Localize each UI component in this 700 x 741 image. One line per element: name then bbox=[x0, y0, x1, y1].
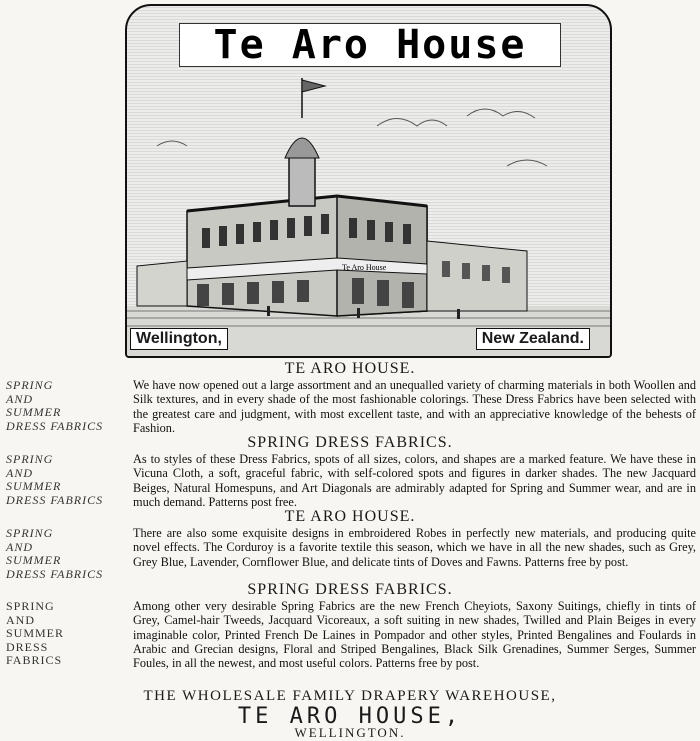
section-heading-2: SPRING DRESS FABRICS. bbox=[247, 434, 453, 451]
caption-left: Wellington, bbox=[130, 328, 228, 350]
side-label-word: AND bbox=[6, 465, 33, 480]
side-label-2 bbox=[6, 453, 131, 507]
section-text-2: As to styles of these Dress Fabrics, spots of all sizes, colors, and shapes are a marked feature. We have these in Vicuna Cloth, a soft, graceful fabric, with self-colored spots and figures in darker shades. The new Jacquard Beiges, Natural Homespuns, and Art Diagonals are admirably adapted for Spring and Summer wear, and are in much demand. Patterns post free. bbox=[133, 452, 696, 509]
section-text-4: Among other very desirable Spring Fabrics are the new French Cheyiots, Saxony Suitings, chiefly in tints of Grey, Camel-hair Tweeds, Jacquard Vicoreaux, a soft suiting in new shades, Twilled and Plain Beiges in every imaginable color, Printed French De Laines in Pompador and other styles, Printed Bengalines and Foulards in Arabic and Grecian designs, Floral and Striped Bengalines, Black Silk Grenadines, Summer Serges, Summer Foules, in all the newest, and most useful colors. Patterns free by post. bbox=[133, 599, 696, 671]
section-text-3: There are also some exquisite designs in embroidered Robes in perfectly new materials, and producing quite novel effects. The Corduroy is a favorite textile this season, which we have in all the new shades, such as Grey, Grey Blue, Lavender, Cornflower Blue, and delicate tints of Doves and Fawns. Patterns free by post. bbox=[133, 526, 696, 569]
side-label-word: DRESS bbox=[6, 639, 49, 654]
footer-city: WELLINGTON. bbox=[294, 725, 406, 740]
section-text-1: We have now opened out a large assortment and an unequalled variety of charming materials in both Woollen and Silk textures, and in every shade of the most fashionable colorings. These Dress Fabrics have been selected with the greatest care and judgment, with most excellent taste, and with an appreciative knowledge of the behests of Fashion. bbox=[133, 378, 696, 435]
side-label-word: SPRING bbox=[6, 452, 54, 466]
side-label-word: SUMMER bbox=[6, 405, 62, 419]
section-heading-4: SPRING DRESS FABRICS. bbox=[247, 581, 453, 598]
side-label-word: SUMMER bbox=[6, 479, 62, 493]
side-label-1 bbox=[6, 379, 131, 433]
building-engraving bbox=[125, 4, 612, 358]
section-heading-3: TE ARO HOUSE. bbox=[284, 508, 416, 525]
side-label-word: AND bbox=[6, 391, 33, 406]
storefront-sign: Te Aro House bbox=[342, 263, 387, 272]
side-label-word: AND bbox=[6, 539, 33, 554]
banner-title: Te Aro House bbox=[179, 23, 561, 67]
side-label-word: DRESS FABRICS bbox=[6, 492, 104, 507]
side-label-3 bbox=[6, 527, 131, 581]
side-label-word: SUMMER bbox=[6, 626, 65, 640]
side-label-word: SPRING bbox=[6, 599, 55, 613]
side-label-word: AND bbox=[6, 612, 35, 627]
side-label-word: DRESS FABRICS bbox=[6, 418, 104, 433]
side-label-4 bbox=[6, 600, 131, 668]
caption-right: New Zealand. bbox=[476, 328, 590, 350]
side-label-word: SPRING bbox=[6, 526, 54, 540]
section-heading-1: TE ARO HOUSE. bbox=[284, 360, 416, 377]
footer-warehouse-line: THE WHOLESALE FAMILY DRAPERY WAREHOUSE, bbox=[143, 688, 557, 704]
side-label-word: DRESS FABRICS bbox=[6, 566, 104, 581]
side-label-word: FABRICS bbox=[6, 653, 63, 667]
footer-house-name: TE ARO HOUSE, bbox=[237, 704, 463, 729]
side-label-word: SPRING bbox=[6, 378, 54, 392]
side-label-word: SUMMER bbox=[6, 553, 62, 567]
